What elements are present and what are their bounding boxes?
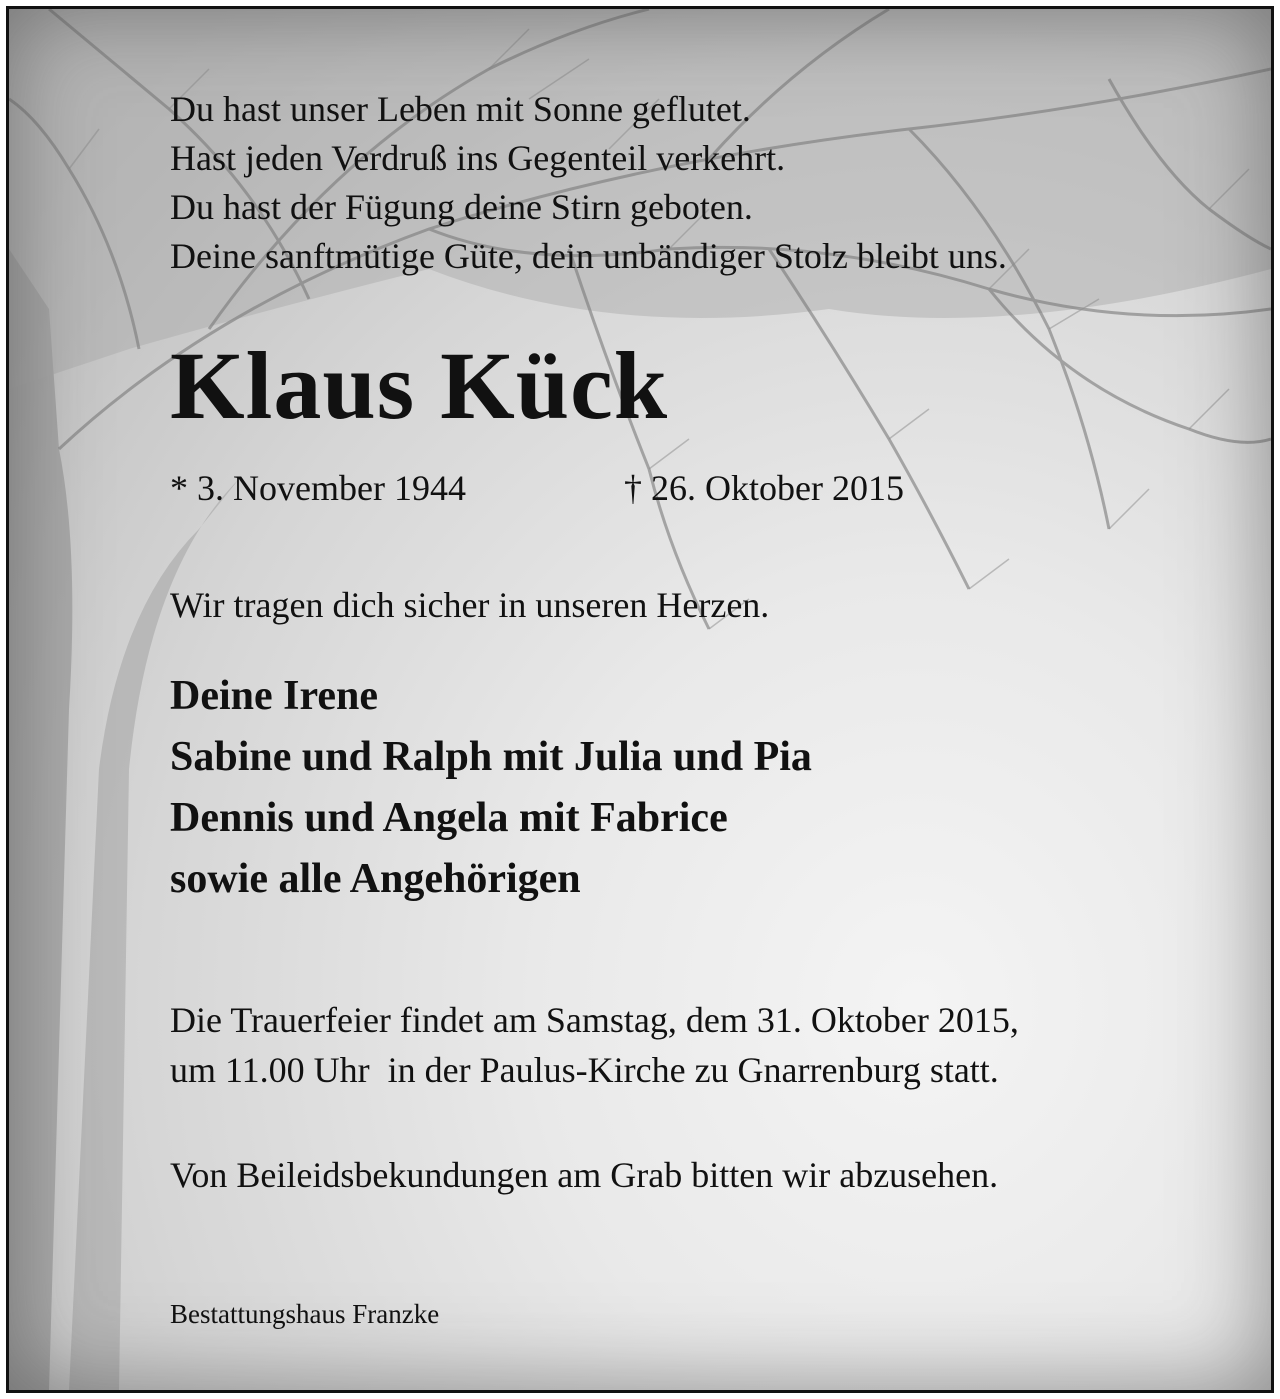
death-date: † 26. Oktober 2015 (624, 468, 904, 508)
poem-line: Deine sanftmütige Güte, dein unbändiger Stolz bleibt uns. (170, 236, 1007, 276)
funeral-home-name: Bestattungshaus Franzke (170, 1299, 440, 1329)
condolence-note: Von Beileidsbekundungen am Grab bitten wir abzusehen. (170, 1155, 999, 1195)
mourner-line: Deine Irene (170, 673, 379, 719)
memorial-motto: Wir tragen dich sicher in unseren Herzen. (170, 585, 770, 625)
ceremony-info (170, 995, 1019, 1095)
birth-date: * 3. November 1944 (170, 468, 466, 508)
mourners-list (170, 666, 812, 910)
memorial-poem (170, 85, 1007, 281)
ceremony-line: Die Trauerfeier findet am Samstag, dem 31. Oktober 2015, (170, 1000, 1019, 1040)
mourner-line: Dennis und Angela mit Fabrice (170, 795, 728, 841)
mourner-line: Sabine und Ralph mit Julia und Pia (170, 734, 812, 780)
poem-line: Du hast unser Leben mit Sonne geflutet. (170, 89, 751, 129)
obituary-content (170, 9, 1230, 1390)
poem-line: Du hast der Fügung deine Stirn geboten. (170, 187, 753, 227)
poem-line: Hast jeden Verdruß ins Gegenteil verkehrt. (170, 138, 786, 178)
deceased-name: Klaus Kück (170, 332, 669, 439)
tree-trunk (9, 249, 72, 1390)
ceremony-line: um 11.00 Uhr in der Paulus-Kirche zu Gnarrenburg statt. (170, 1050, 999, 1090)
obituary-frame (6, 6, 1274, 1393)
mourner-line: sowie alle Angehörigen (170, 856, 581, 902)
